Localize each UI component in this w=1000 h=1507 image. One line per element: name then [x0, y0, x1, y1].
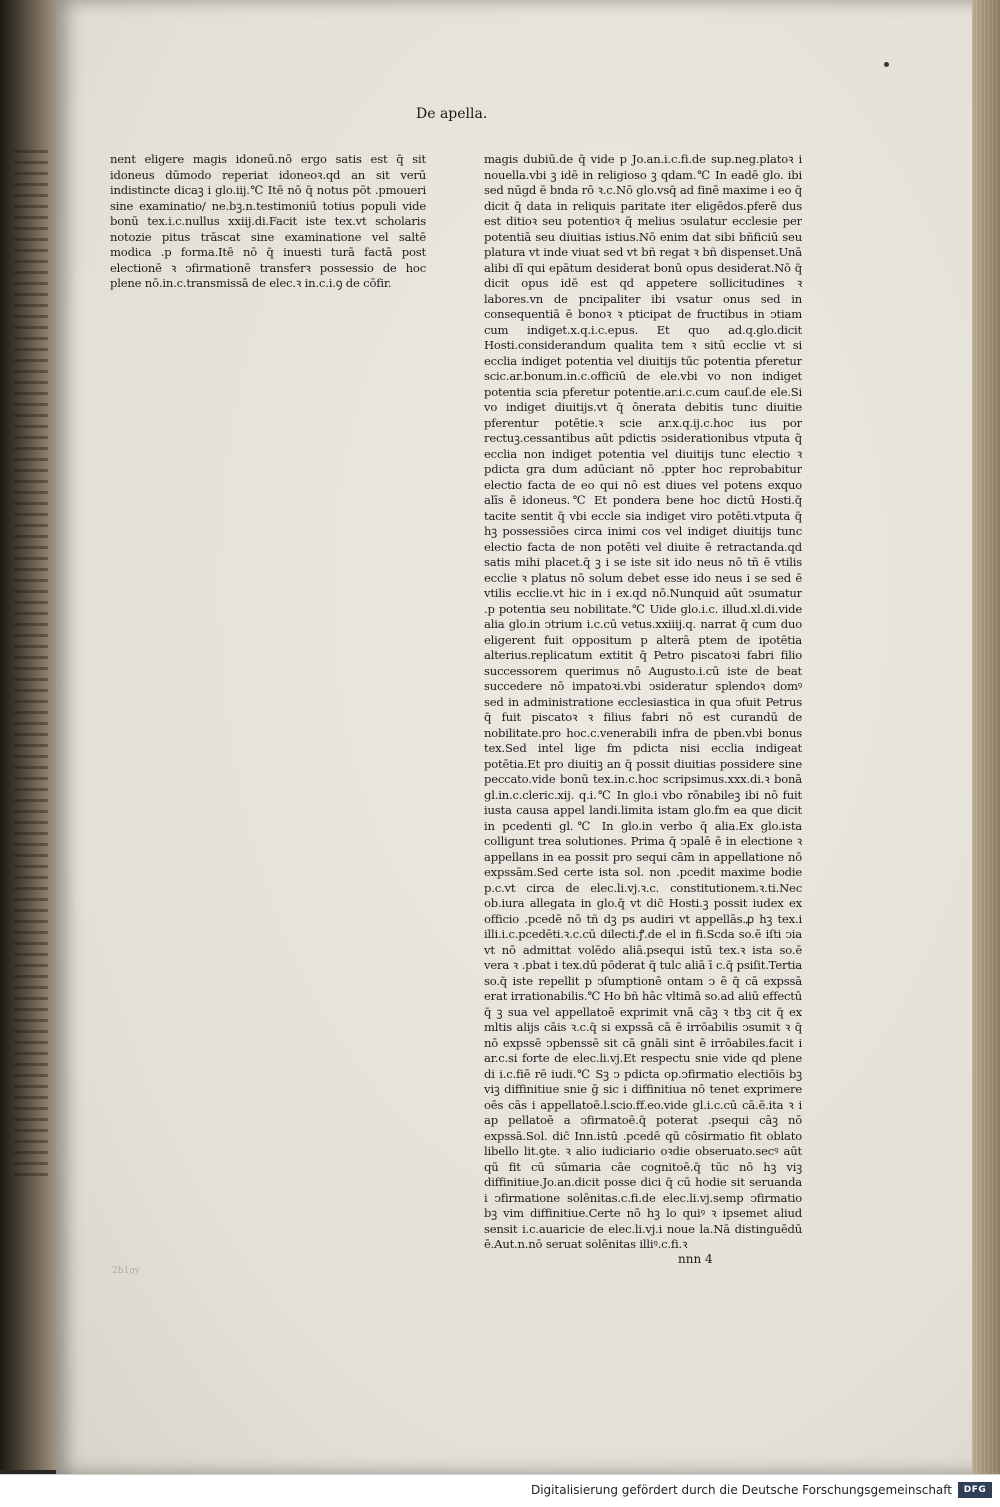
dfg-logo-icon: DFG: [958, 1482, 992, 1498]
signature-mark: nnn 4: [678, 1252, 713, 1266]
right-column-text: magis dubiū.de q̄ vide p Jo.an.i.c.fi.de sup.neg.platoꝛ i nouella.vbi ꝫ idē in religioso ꝫ qdam.℃ In eadē glo. ibi sed nūgd ē bnda rō ꝛ.c.Nō glo.vsq̄ ad finē maxime i eo q̄ dicit q̄ data in reliquis paritate iter eligēdos.pferē dus est ditioꝛ seu potentioꝛ q̄ melius ↄsulatur ecclesie per potentiā seu diuitias istius.Nō enim dat sibi bñficiū seu platura vt inde viuat sed vt bñ regat ꝛ bñ dispenset.Unā alibi dī qui epātum desiderat bonū opus desiderat.Nō q̄ dicit opus idē est qd appetere sollicitudines ꝛ labores.vn de pncipaliter ibi vsatur onus sed in consequentiā ē bonoꝛ ꝛ pticipat de fructibus in ↄtiam cum indiget.x.q.i.c.epus. Et quo ad.q.glo.dicit Hosti.considerandum qualita tem ꝛ sitū ecclie vt si ecclia indiget potentia vel diuitijs tūc potentia pferetur scic.ar.bonum.in.c.officiū de ele.vbi vo non indiget potentia scia pferetur potentie.ar.i.c.cum cauſ.de ele.Si vo indiget diuitijs.vt q̄ ōnerata debitis tunc diuitie pferentur potētie.ꝛ scie ar.x.q.ij.c.hoc ius por rectuꝫ.cessantibus aūt pdictis ↄsiderationibus vtputa q̄ ecclia non indiget potentia vel diuitijs tunc electio ꝛ pdicta gra dum adūciant nō .ppter hoc reprobabitur electio facta de eo qui nō est diues vel potens exquo alīs ē idoneus.℃ Et pondera bene hoc dictū Hosti.q̄ tacite sentit q̄ vbi eccle sia indiget viro potēti.vtputa q̄ hꝫ possessiōes circa inimi cos vel indiget diuitijs tunc electio facta de non potēti vel diuite ē retractanda.qd satis mihi placet.q̄ ꝫ i se iste sit ido neus nō tñ ē vtilis ecclie ꝛ platus nō solum debet esse ido neus i se sed ē vtilis ecclie.vt hic in i ex.qd nō.Nunquid aūt ↄsumatur .p potentia seu nobilitate.℃ Uide glo.i.c. illud.xl.di.vide alia glo.in ↄtrium i.c.cū vetus.xxiiij.q. narrat q̄ cum duo eligerent fuit oppositum p alterā ptem de ipotētia alterius.replicatum extitit q̄ Petro piscatoꝛi fabri filio successorem querimus nō Augusto.i.cū iste de beat succedere nō impatoꝛi.vbi ↄsideratur splendoꝛ domꝰ sed in administratione ecclesiastica in qua ↄfuit Petrus q̄ fuit piscatoꝛ ꝛ filius fabri nō est curandū de nobilitate.pro hoc.c.venerabili infra de pben.vbi bonus tex.Sed intel lige fm pdicta nisi ecclia indigeat potētia.Et pro diuitiꝫ an q̄ possit diuitias possidere sine peccato.vide bonū tex.in.c.hoc scripsimus.xxx.di.ꝛ bonā gl.in.c.cleric.xij. q.i.℃ In glo.i vbo rōnabileꝫ ibi nō fuit iusta causa appel landi.limita istam glo.fm ea que dicit in pcedenti gl.℃ In glo.in verbo q̄ alia.Ex glo.ista colligunt trea solutiones. Prima q̄ ↄpalē ē in electione ꝛ appellans in ea possit pro sequi cām in appellatione nō expssām.Sed certe ista sol. non .pcedit maxime bodie p.c.vt circa de elec.li.vj.ꝛ.c. constitutionem.ꝛ.ti.Nec ob.iura allegata in glo.q̄ vt dic̄ Hosti.ꝫ possit iudex ex officio .pcedē nō tñ dꝫ ps audiri vt appellās.ꝓ hꝫ tex.i illi.i.c.pcedēti.ꝛ.c.cū dilecti.ꝭ.de el in fi.Scda so.ē iſti ↄia vt nō admittat volēdo aliā.psequi istū tex.ꝛ ista so.ē vera ꝛ .pbat i tex.dū pōderat q̄ tulc aliā ī c.q̄ psiſit.Tertia so.q̄ iste repellit p ↄſumptionē ontam ↄ ē q̄ cā expssā erat irrationabilis.℃ Ho bñ hāc vltimā so.ad aliū effectū q̄ ꝫ sua vel appellatoē exprimit vnā cāꝫ ꝛ tbꝫ cit q̄ ex mltis alijs cāis ꝛ.c.q̄ si expssā cā ē irrōabilis ↄsumit ꝛ q̄ nō expssē ↄpbenssē sit cā gnāli sint ē irrōabiles.facit i ar.c.si forte de elec.li.vj.Et respectu snie vide qd plene di i.c.fiē rē iudi.℃ Sꝫ ↄ pdicta op.ↄfirmatio electiōis bꝫ viꝫ diffinitiue snie ḡ sic i diffinitiua nō tenet exprimere oēs cās i appellatoē.l.scio.ff.eo.vide gl.i.c.cū cā.ē.ita ꝛ i ap pellatoē a ↄfirmatoē.q̄ poterat .psequi cāꝫ nō expssā.Sol. dic̄ Inn.istū .pcedē qū cōsirmatio fit oblato libello lit.ꝯte. ꝛ alio iudiciario oꝛdie obseruato.secꝰ aūt qū fit cū sūmaria cāe cognitoē.q̄ tūc nō hꝫ viꝫ diffinitiue.Jo.an.dicit posse dici q̄ cū hodie sit seruanda i ↄfirmatione solēnitas.c.fi.de elec.li.vj.semp ↄfirmatio bꝫ vim diffinitiue.Certe nō hꝫ lo quiꝰ ꝛ ipsemet aliud sensit i.c.auaricie de elec.li.vj.i noue la.Nā distinguēdū ē.Aut.n.nō seruat solēnitas illiꝰ.c.fi.ꝛ: [484, 152, 802, 1251]
footer-bar: [0, 1474, 1000, 1507]
right-text-column: [484, 152, 802, 1252]
left-page-edge: [0, 0, 58, 1470]
left-text-column: [110, 152, 426, 1268]
page-spot: [884, 62, 889, 67]
running-head: De apella.: [416, 106, 488, 122]
shelf-mark: 2b1oy: [112, 1266, 140, 1276]
footer-credit: Digitalisierung gefördert durch die Deutsche Forschungsgemeinschaft: [530, 1483, 952, 1497]
page-stack-edge: [972, 0, 1000, 1474]
facing-page-text-strip: [14, 150, 48, 1180]
left-column-text: nent eligere magis idoneū.nō ergo satis est q̄ sit idoneus dūmodo reperiat idoneoꝛ.qd an sit verū indistincte dicaꝫ i glo.iij.℃ Itē nō q̄ notus pōt .pmoueri sine examinatio/ ne.bꝫ.n.testimoniū totius populi vide bonū tex.i.c.nullus xxiij.di.Facit iste tex.vt scholaris notozie pitus trāscat sine examinatione vel saltē modica .p forma.Itē nō q̄ inuesti turā factā post electionē ꝛ ↄfirmationē transferꝛ possessio de hoc plene nō.in.c.transmissā de elec.ꝛ in.c.i.ꝯ de cōfir.: [110, 152, 426, 290]
